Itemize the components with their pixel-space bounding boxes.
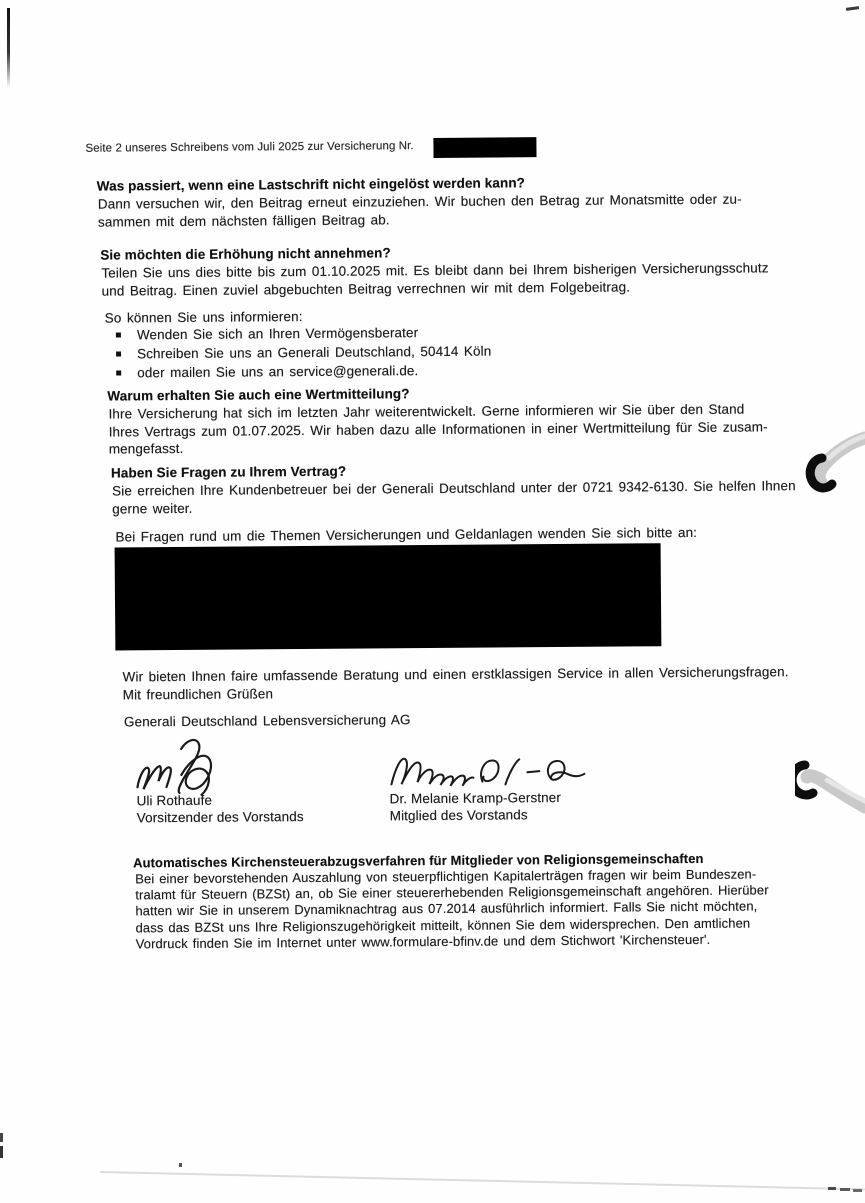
closing-greeting: Mit freundlichen Grüßen	[122, 685, 274, 702]
section-heading-wertmitteilung: Warum erhalten Sie auch eine Wertmitteilung?	[107, 386, 410, 404]
signer-name: Dr. Melanie Kramp-Gerstner	[389, 789, 562, 807]
contact-intro: So können Sie uns informieren:	[104, 309, 303, 326]
scan-artifact-bottom-left-dash	[0, 1133, 3, 1142]
scan-artifact-bottom-right-mark	[840, 1188, 850, 1191]
redaction-box-advisor-address	[115, 543, 662, 650]
square-bullet-icon	[116, 351, 121, 356]
scan-artifact-left-edge-line	[7, 8, 10, 88]
section-body-erhoehung: Teilen Sie uns dies bitte bis zum 01.10.2025 mit. Es bleibt dann bei Ihrem bisherigen Versicherungsschutz und Beitrag. Einen zuviel abgebuchten Beitrag verrechnen wir mit dem Folgebeitrag.	[101, 260, 769, 299]
signer-name: Uli Rothaufe	[136, 792, 213, 809]
contact-bullet-text: Wenden Sie sich an Ihren Vermögensberater	[136, 325, 419, 343]
list-item	[116, 359, 756, 382]
footer-note-body: Bei einer bevorstehenden Auszahlung von steuerpflichtigen Kapitalerträgen fragen wir beim Bundeszen- tralamt für Steuern (BZSt) an, ob Sie einer steuererhebenden Religionsgemeinschaft angehören. Hierüber hatten wir Sie in unserem Dynamiknachtrag aus 07.2014 ausführlich informiert. Falls Sie nicht möchten, dass das BZSt uns Ihre Religionszugehörigkeit mitteilt, können Sie dem widersprechen. Den amtlichen Vordruck finden Sie im Internet unter www.formulare-bfinv.de und dem Stichwort 'Kirchensteuer'.	[135, 866, 769, 952]
page-header-text: Seite 2 unseres Schreibens vom Juli 2025 zur Versicherung Nr.	[85, 140, 414, 155]
spiral-binding-ring-upper	[805, 430, 865, 502]
scan-artifact-speck	[179, 1163, 182, 1167]
page-header-line	[85, 140, 413, 155]
section-heading-lastschrift: Was passiert, wenn eine Lastschrift nicht eingelöst werden kann?	[96, 175, 526, 194]
contact-bullet-list	[116, 321, 756, 383]
spiral-binding-ring-lower	[795, 755, 865, 840]
signer-block-right	[390, 790, 562, 823]
section-heading-erhoehung: Sie möchten die Erhöhung nicht annehmen?	[100, 245, 391, 263]
signer-title: Mitglied des Vorstands	[389, 807, 528, 824]
section-body-fragen: Sie erreichen Ihre Kundenbetreuer bei der Generali Deutschland unter der 0721 9342-6130. Sie helfen Ihnen gerne weiter.	[112, 478, 796, 517]
scan-artifact-bottom-right-mark	[828, 1187, 836, 1190]
closing-service-line: Wir bieten Ihnen faire umfassende Beratung und einen erstklassigen Service in allen Versicherungsfragen.	[122, 664, 789, 685]
scan-artifact-bottom-left-dash	[0, 1146, 3, 1158]
closing-service-and-greeting	[123, 663, 833, 704]
redaction-box-policy-number	[433, 137, 536, 158]
section-heading-fragen: Haben Sie Fragen zu Ihrem Vertrag?	[110, 463, 347, 481]
square-bullet-icon	[116, 332, 121, 337]
signer-title: Vorsitzender des Vorstands	[136, 809, 304, 826]
signer-block-left	[137, 792, 304, 825]
square-bullet-icon	[116, 370, 121, 375]
contact-bullet-text: Schreiben Sie uns an Generali Deutschland, 50414 Köln	[136, 343, 492, 362]
scan-artifact-bottom-right-mark	[853, 1189, 862, 1192]
advisor-hint-line: Bei Fragen rund um die Themen Versicherungen und Geldanlagen wenden Sie sich bitte an:	[115, 524, 698, 545]
footer-note-heading: Automatisches Kirchensteuerabzugsverfahren für Mitglieder von Religionsgemeinschaften	[132, 850, 704, 871]
contact-bullet-text: oder mailen Sie uns an service@generali.de.	[137, 363, 419, 381]
section-body-wertmitteilung: Ihre Versicherung hat sich im letzten Jahr weiterentwickelt. Gerne informieren wir Sie über den Stand Ihres Vertrags zum 01.07.2025. Wir haben dazu alle Informationen in einer Wertmitteilung für Sie zusam- mengefasst.	[108, 401, 768, 457]
signature-melanie-kramp-gerstner-handwriting	[385, 747, 590, 795]
company-name: Generali Deutschland Lebensversicherung AG	[123, 712, 411, 730]
section-body-lastschrift: Dann versuchen wir, den Beitrag erneut einzuziehen. Wir buchen den Betrag zur Monatsmitte oder zu- sammen mit dem nächsten fälligen Beitrag ab.	[97, 191, 742, 230]
